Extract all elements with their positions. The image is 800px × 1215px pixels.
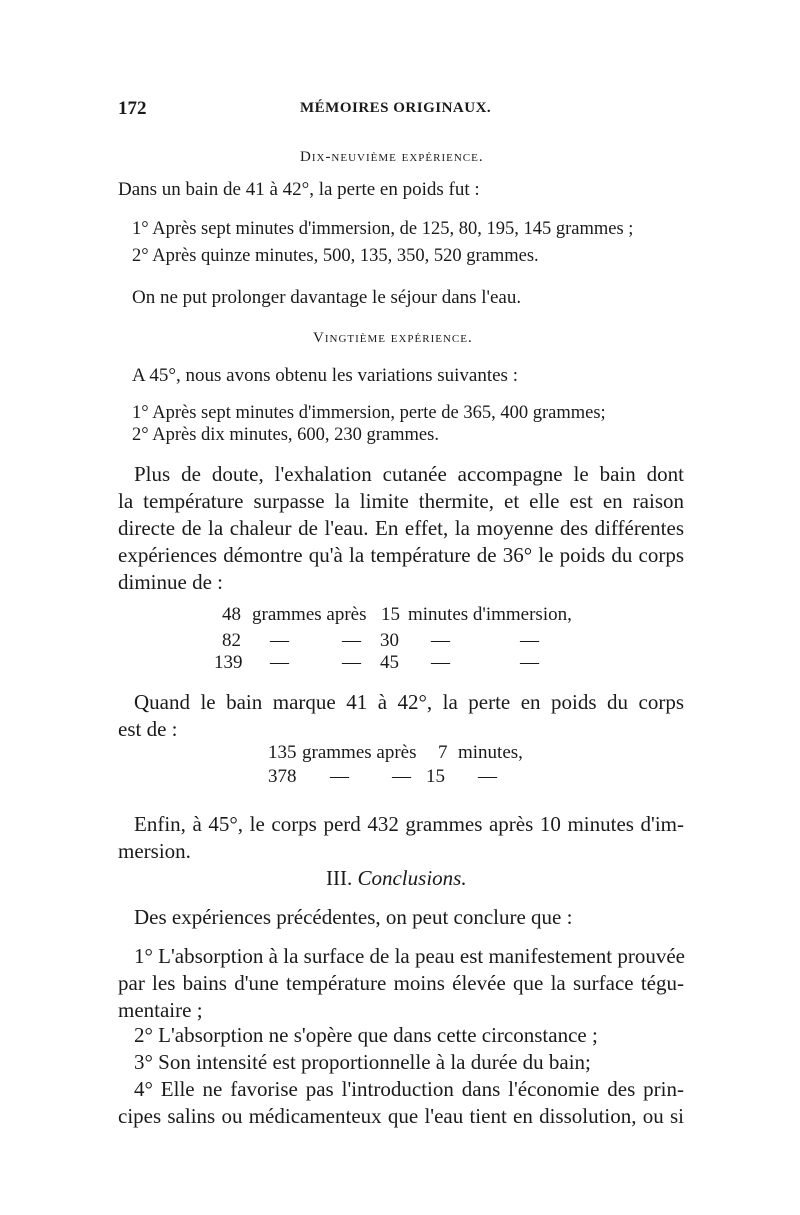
para1-line-4: expériences démontre qu'à la température de 36° le poids du corps	[118, 543, 684, 567]
table1-r1-b: grammes après	[252, 604, 367, 625]
conclusion-4-line-2: cipes salins ou médicamenteux que l'eau tient en dissolution, ou si	[118, 1104, 684, 1128]
conclusion-4-line-1: 4° Elle ne favorise pas l'introduction dans l'économie des prin-	[134, 1077, 684, 1101]
table1-r2-b: —	[270, 630, 289, 651]
section-number: III.	[326, 866, 353, 890]
table1-r3-b2: —	[342, 652, 361, 673]
table1-r3-b: —	[270, 652, 289, 673]
table2-r1-d: minutes,	[458, 742, 523, 763]
table2-r1-a: 135	[268, 742, 297, 763]
conclusion-2: 2° L'absorption ne s'opère que dans cette circonstance ;	[134, 1023, 598, 1047]
table1-r3-d: —	[431, 652, 450, 673]
table2-r2-b2: —	[392, 766, 411, 787]
table2-r2-b: —	[330, 766, 349, 787]
para3-line-2: mersion.	[118, 839, 191, 863]
exp19-item-2: 2° Après quinze minutes, 500, 135, 350, 520 grammes.	[132, 246, 539, 266]
para1-line-1: Plus de doute, l'exhalation cutanée accompagne le bain dont	[134, 462, 684, 486]
conclusion-3: 3° Son intensité est proportionnelle à la durée du bain;	[134, 1050, 591, 1074]
table2-r2-c: 15	[426, 766, 445, 787]
table1-r2-d2: —	[520, 630, 539, 651]
para1-line-5: diminue de :	[118, 570, 223, 594]
para1-line-3: directe de la chaleur de l'eau. En effet, la moyenne des différentes	[118, 516, 684, 540]
table2-r2-d: —	[478, 766, 497, 787]
table1-r1-d: minutes d'immersion,	[408, 604, 572, 625]
exp20-item-2: 2° Après dix minutes, 600, 230 grammes.	[132, 425, 439, 445]
table1-r1-c: 15	[381, 604, 400, 625]
conclusion-1-line-3: mentaire ;	[118, 998, 203, 1022]
exp19-note: On ne put prolonger davantage le séjour dans l'eau.	[132, 287, 522, 308]
para2-line-2: est de :	[118, 717, 178, 741]
table1-r2-b2: —	[342, 630, 361, 651]
table2-r2-a: 378	[268, 766, 297, 787]
exp20-heading: Vingtième expérience.	[313, 330, 473, 346]
table1-r3-a: 139	[214, 652, 243, 673]
exp20-item-1: 1° Après sept minutes d'immersion, perte de 365, 400 grammes;	[132, 403, 606, 423]
para2-line-1: Quand le bain marque 41 à 42°, la perte en poids du corps	[134, 690, 684, 714]
section-heading	[326, 866, 467, 891]
para3-line-1: Enfin, à 45°, le corps perd 432 grammes après 10 minutes d'im-	[134, 812, 684, 836]
exp19-heading: Dix-neuvième expérience.	[300, 149, 484, 165]
exp19-intro: Dans un bain de 41 à 42°, la perte en poids fut :	[118, 179, 480, 200]
para1-line-2: la température surpasse la limite thermite, et elle est en raison	[118, 489, 684, 513]
table1-r2-a: 82	[222, 630, 241, 651]
conclusion-1-line-1: 1° L'absorption à la surface de la peau est manifestement prouvée	[134, 944, 685, 968]
table1-r3-d2: —	[520, 652, 539, 673]
conclusion-1-line-2: par les bains d'une température moins élevée que la surface tégu-	[118, 971, 684, 995]
exp20-intro: A 45°, nous avons obtenu les variations suivantes :	[132, 365, 518, 386]
table1-r2-c: 30	[380, 630, 399, 651]
section-title: Conclusions.	[357, 866, 467, 890]
table1-r2-d: —	[431, 630, 450, 651]
table2-r1-b: grammes après	[302, 742, 417, 763]
conclusions-intro: Des expériences précédentes, on peut conclure que :	[134, 905, 573, 929]
running-title: MÉMOIRES ORIGINAUX.	[300, 100, 492, 116]
table2-r1-c: 7	[438, 742, 448, 763]
table1-r1-a: 48	[222, 604, 241, 625]
exp19-item-1: 1° Après sept minutes d'immersion, de 125, 80, 195, 145 grammes ;	[132, 219, 634, 239]
page-number: 172	[118, 98, 147, 119]
table1-r3-c: 45	[380, 652, 399, 673]
